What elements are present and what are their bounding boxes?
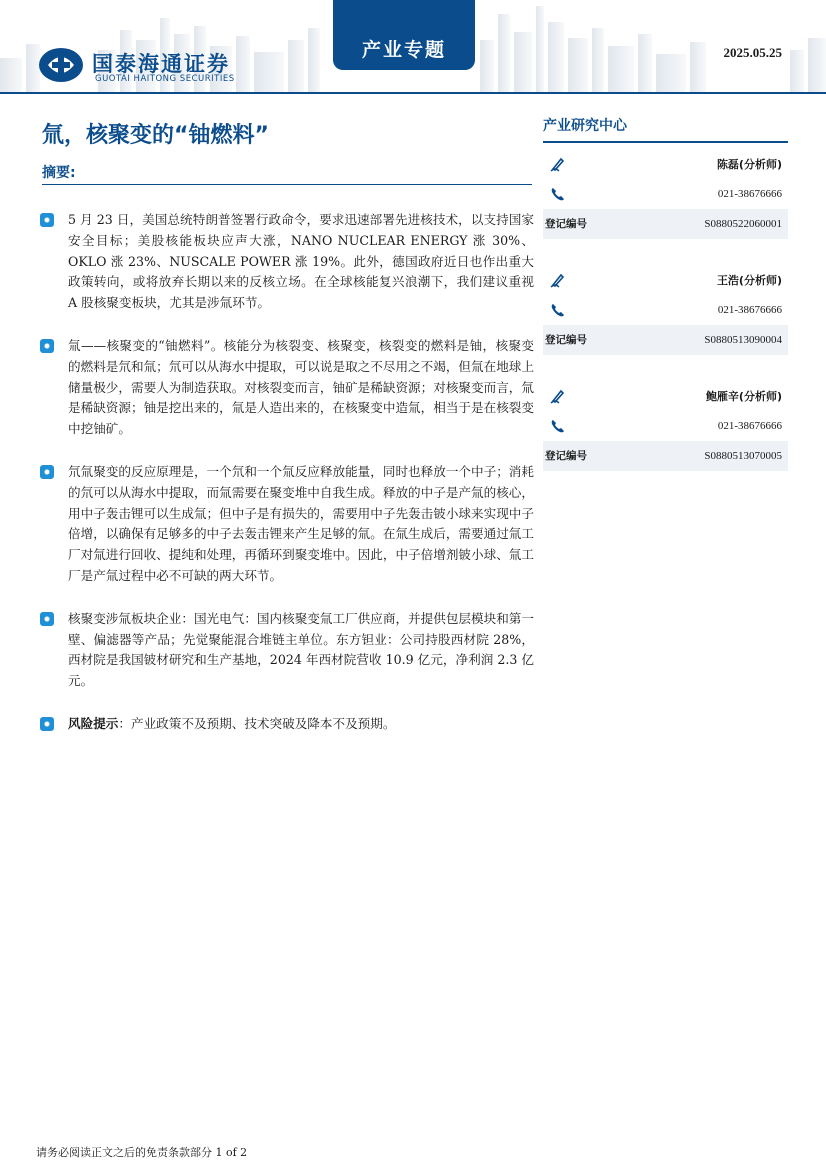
company-logo [38,47,84,83]
analyst-name-row [543,381,788,411]
analyst-name-row [543,149,788,179]
phone-icon [549,185,567,203]
analyst-phone-row [543,179,788,209]
summary-list [38,210,534,757]
risk-item [38,714,534,735]
summary-item [38,336,534,440]
summary-item-text: 5 月 23 日，美国总统特朗普签署行政命令，要求迅速部署先进核技术，以支持国家安全目标；美股核能板块应声大涨，NANO NUCLEAR ENERGY 涨 30%、OKLO 涨 23%、NUSCALE POWER 涨 19%。此外，德国政府近日也作出重大政策转向，或将放弃长期以来的反核立场。在全球核能复兴浪潮下，我们建议重视 A 股核聚变板块，尤其是涉氚环节。 [68,212,534,311]
header-divider [0,92,826,94]
analyst-reg-row [543,441,788,471]
analyst-card [543,149,788,239]
analyst-phone: 021-38676666 [717,419,782,432]
page-header [0,0,826,96]
brand-name-english: GUOTAI HAITONG SECURITIES [95,74,235,84]
report-title: 氚，核聚变的“铀燃料” [42,123,269,148]
footer-disclaimer: 请务必阅读正文之后的免责条款部分 1 of 2 [36,1146,248,1159]
analyst-name: 王浩(分析师) [716,273,782,287]
bullet-icon [40,339,54,353]
analyst-reg-number: S0880513070005 [704,449,782,462]
sidebar-title: 产业研究中心 [543,118,627,134]
summary-item-text: 氚——核聚变的“铀燃料”。核能分为核裂变、核聚变，核裂变的燃料是铀，核聚变的燃料是氘和氚；氘可以从海水中提取，可以说是取之不尽用之不竭，但氚在地球上储量极少，需要人为制造获取。对核裂变而言，铀矿是稀缺资源；对核聚变而言，氚是稀缺资源；铀是挖出来的，氚是人造出来的，在核聚变中造氚，相当于是在核裂变中挖铀矿。 [68,337,534,437]
reg-label: 登记编号 [545,218,587,230]
analyst-name: 鲍雁辛(分析师) [705,389,782,403]
analyst-name: 陈磊(分析师) [716,157,782,171]
analyst-reg-number: S0880522060001 [704,217,782,230]
analyst-reg-row [543,325,788,355]
summary-item [38,462,534,587]
phone-icon [549,417,567,435]
summary-item [38,609,534,692]
bullet-icon [40,213,54,227]
analyst-sidebar [543,114,788,471]
report-date: 2025.05.25 [723,45,782,60]
reg-label: 登记编号 [545,450,587,462]
summary-item [38,210,534,314]
bullet-icon [40,465,54,479]
pen-icon [549,387,567,405]
analyst-card [543,265,788,355]
risk-label: 风险提示 [68,715,119,731]
pen-icon [549,155,567,173]
sidebar-divider [543,141,788,143]
risk-content: ：产业政策不及预期、技术突破及降本不及预期。 [118,715,396,731]
summary-heading: 摘要: [42,165,76,181]
brand-name: 国泰海通证券 [92,52,230,76]
analyst-phone: 021-38676666 [717,303,782,316]
risk-text [68,714,534,735]
reg-label: 登记编号 [545,334,587,346]
bullet-icon [40,612,54,626]
analyst-card [543,381,788,471]
analyst-name-row [543,265,788,295]
bullet-icon [40,717,54,731]
pen-icon [549,271,567,289]
analyst-phone-row [543,295,788,325]
analyst-reg-number: S0880513090004 [704,333,782,346]
analyst-reg-row [543,209,788,239]
analyst-phone-row [543,411,788,441]
report-type-badge [333,0,475,70]
summary-item-text: 核聚变涉氚板块企业：国光电气：国内核聚变氚工厂供应商，并提供包层模块和第一壁、偏滤器等产品；先觉聚能混合堆链主单位。东方钽业：公司持股西材院 28%，西材院是我国铍材研究和生产基地，2024 年西材院营收 10.9 亿元，净利润 2.3 亿元。 [68,610,534,689]
summary-item-text: 氘氚聚变的反应原理是，一个氘和一个氚反应释放能量，同时也释放一个中子；消耗的氘可以从海水中提取，而氚需要在聚变堆中自我生成。释放的中子是产氚的核心，用中子轰击锂可以生成氚；但中子是有损失的，需要用中子先轰击铍小球来实现中子倍增，以确保有足够多的中子去轰击锂来产生足够的氚。在氚生成后，需要通过氚工厂对氚进行回收、提纯和处理，再循环到聚变堆中。因此，中子倍增剂铍小球、氚工厂是产氚过程中必不可缺的两大环节。 [68,463,534,583]
analyst-phone: 021-38676666 [717,187,782,200]
summary-divider [42,184,532,185]
report-type-label: 产业专题 [361,39,446,61]
phone-icon [549,301,567,319]
